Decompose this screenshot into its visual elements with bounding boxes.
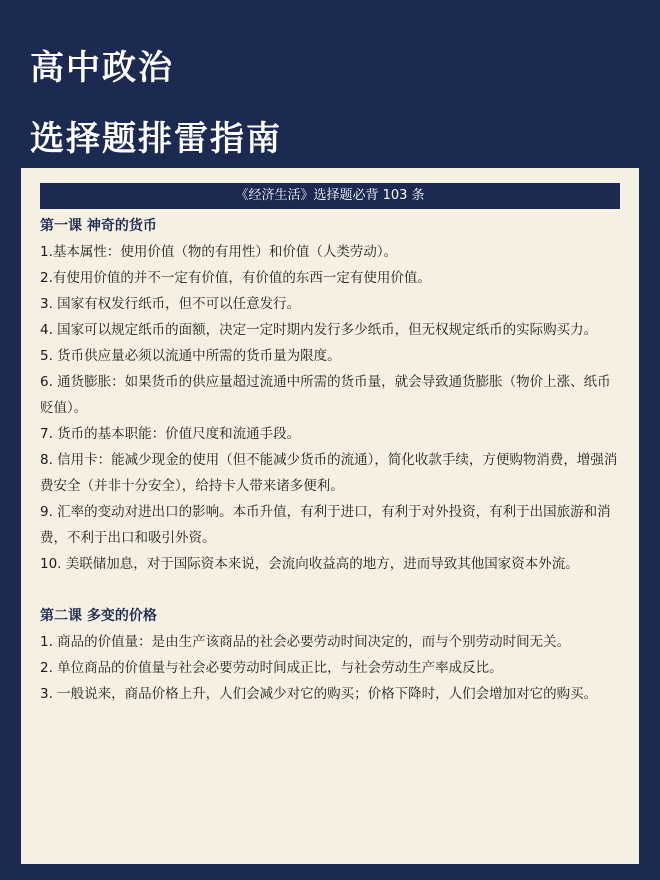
list-item: 2.有使用价值的并不一定有价值，有价值的东西一定有使用价值。 bbox=[40, 270, 431, 286]
content-card bbox=[21, 168, 639, 864]
list-item: 2. 单位商品的价值量与社会必要劳动时间成正比，与社会劳动生产率成反比。 bbox=[40, 660, 503, 676]
section-lesson-1 bbox=[40, 213, 620, 577]
list-item: 9. 汇率的变动对进出口的影响。本币升值，有利于进口，有利于对外投资，有利于出国旅游和消费，不利于出口和吸引外资。 bbox=[40, 504, 611, 546]
list-item: 7. 货币的基本职能：价值尺度和流通手段。 bbox=[40, 426, 301, 442]
list-item: 3. 一般说来，商品价格上升，人们会减少对它的购买；价格下降时，人们会增加对它的购买。 bbox=[40, 686, 598, 702]
list-item: 4. 国家可以规定纸币的面额，决定一定时期内发行多少纸币，但无权规定纸币的实际购买力。 bbox=[40, 322, 598, 338]
page-subtitle: 选择题排雷指南 bbox=[30, 119, 282, 159]
list-item: 8. 信用卡：能减少现金的使用（但不能减少货币的流通），简化收款手续，方便购物消费，增强消费安全（并非十分安全），给持卡人带来诸多便利。 bbox=[40, 452, 618, 494]
page-title: 高中政治 bbox=[30, 48, 174, 88]
list-item: 6. 通货膨胀：如果货币的供应量超过流通中所需的货币量，就会导致通货膨胀（物价上涨、纸币贬值）。 bbox=[40, 374, 611, 416]
section-title: 第一课 神奇的货币 bbox=[40, 218, 157, 234]
list-item: 1.基本属性：使用价值（物的有用性）和价值（人类劳动）。 bbox=[40, 244, 398, 260]
list-item: 1. 商品的价值量：是由生产该商品的社会必要劳动时间决定的，而与个别劳动时间无关。 bbox=[40, 634, 571, 650]
card-banner: 《经济生活》选择题必背 103 条 bbox=[40, 183, 620, 209]
section-lesson-2 bbox=[40, 603, 620, 707]
section-title: 第二课 多变的价格 bbox=[40, 608, 157, 624]
list-item: 5. 货币供应量必须以流通中所需的货币量为限度。 bbox=[40, 348, 341, 364]
list-item: 10. 美联储加息，对于国际资本来说，会流向收益高的地方，进而导致其他国家资本外流。 bbox=[40, 556, 579, 572]
list-item: 3. 国家有权发行纸币，但不可以任意发行。 bbox=[40, 296, 301, 312]
